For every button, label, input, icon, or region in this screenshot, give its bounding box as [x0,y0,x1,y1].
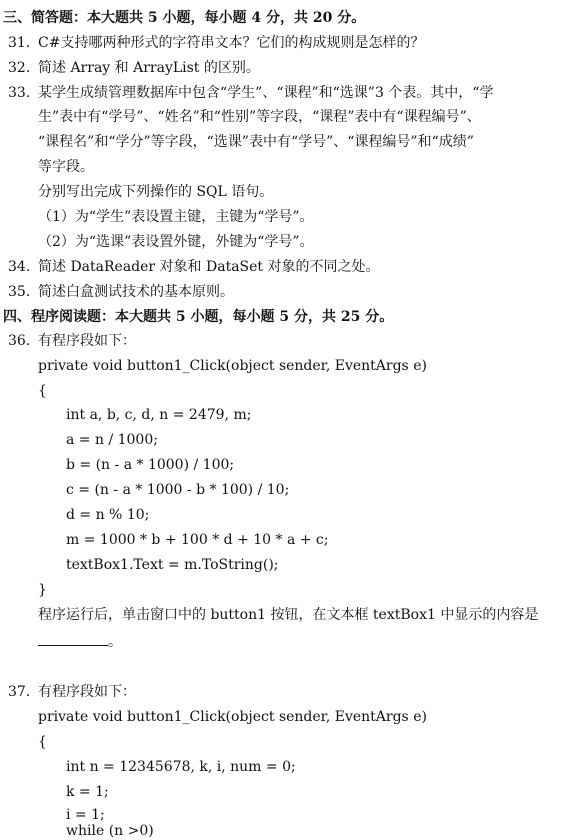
question-intro: 有程序段如下： [38,333,136,349]
code-line: b = (n - a * 1000) / 100; [66,457,235,473]
code-line: { [38,383,47,399]
question-text-line: 分别写出完成下列操作的 SQL 语句。 [38,184,274,200]
code-line: k = 1; [66,784,109,800]
question-text-line: 等字段。 [38,159,94,175]
code-line: private void button1_Click(object sender, EventArgs e) [38,709,427,725]
code-line: m = 1000 * b + 100 * d + 10 * a + c; [66,532,329,548]
section-4-title: 四、程序阅读题：本大题共 5 小题，每小题 5 分，共 25 分。 [3,309,394,325]
question-number: 35. [8,284,31,300]
sub-question: （2）为“选课”表设置外键，外键为“学号”。 [38,234,314,250]
code-line: textBox1.Text = m.ToString(); [66,557,279,573]
question-prompt: 程序运行后，单击窗口中的 button1 按钮，在文本框 textBox1 中显示的内容是 [38,607,539,623]
code-line: private void button1_Click(object sender, EventArgs e) [38,358,427,374]
question-number: 37. [8,684,31,700]
code-line: while (n >0) [66,823,154,839]
sub-question: （1）为“学生”表设置主键，主键为“学号”。 [38,209,314,225]
question-text: 简述 DataReader 对象和 DataSet 对象的不同之处。 [38,259,380,275]
code-line: c = (n - a * 1000 - b * 100) / 10; [66,482,290,498]
code-line: d = n % 10; [66,507,150,523]
blank-suffix: 。 [108,634,122,650]
question-text-line: 生”表中有“学号”、“姓名”和“性别”等字段，“课程”表中有“课程编号”、 [38,109,481,125]
section-3-title: 三、简答题：本大题共 5 小题，每小题 4 分，共 20 分。 [3,10,366,26]
question-number: 33. [8,85,31,101]
question-text-line: “课程名”和“学分”等字段，“选课”表中有“学号”、“课程编号”和“成绩” [38,134,474,150]
code-line: int a, b, c, d, n = 2479, m; [66,407,252,423]
question-number: 31. [8,35,31,51]
question-text-line: 某学生成绩管理数据库中包含“学生”、“课程”和“选课”3 个表。其中，“学 [38,85,494,101]
question-number: 36. [8,333,31,349]
code-line: int n = 12345678, k, i, num = 0; [66,759,296,775]
question-text: 简述白盒测试技术的基本原则。 [38,284,234,300]
code-line: { [38,734,47,750]
question-number: 32. [8,60,31,76]
answer-blank[interactable] [38,631,108,646]
question-text: 简述 Array 和 ArrayList 的区别。 [38,60,260,76]
question-number: 34. [8,259,31,275]
question-text: C#支持哪两种形式的字符串文本？它们的构成规则是怎样的？ [38,35,425,51]
code-line: } [38,582,47,598]
question-intro: 有程序段如下： [38,684,136,700]
code-line: i = 1; [66,807,105,823]
answer-blank-line [38,631,122,651]
code-line: a = n / 1000; [66,432,158,448]
